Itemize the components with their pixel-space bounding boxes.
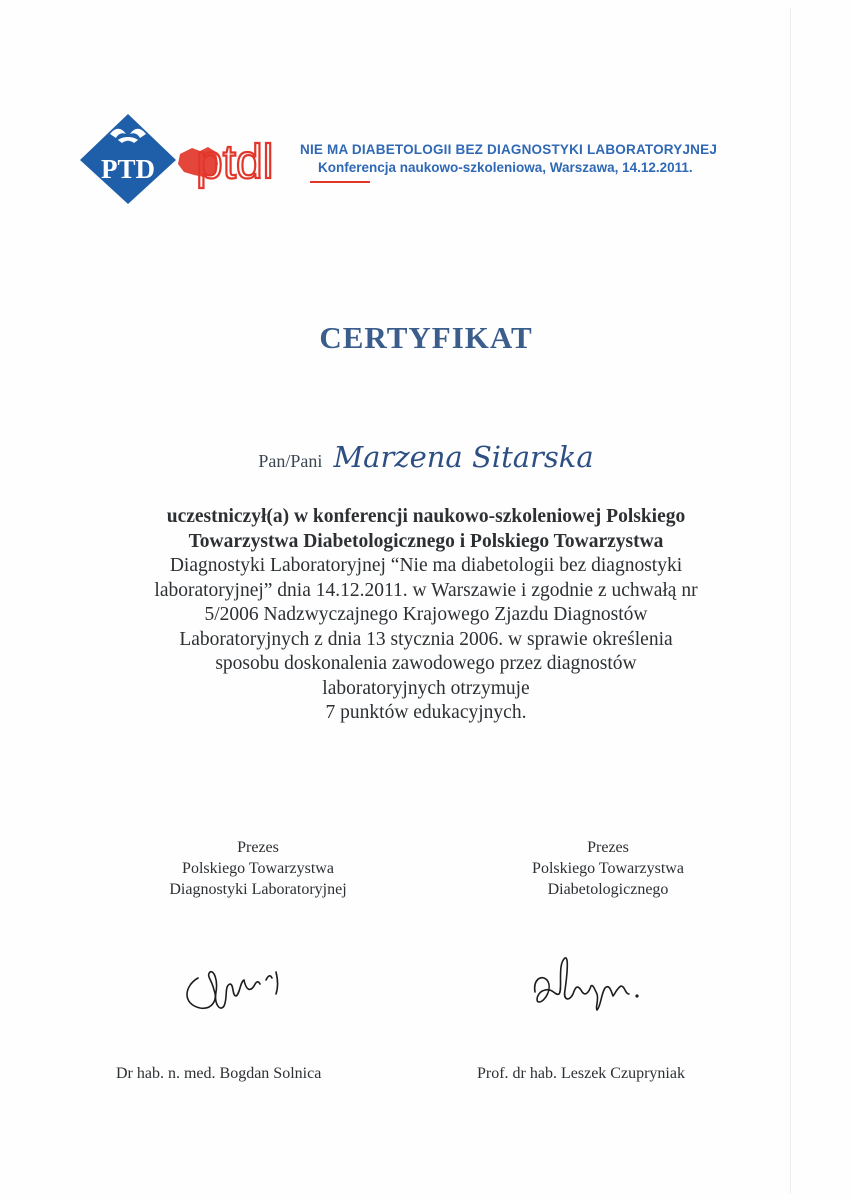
signer-name-right: Prof. dr hab. Leszek Czupryniak: [477, 1065, 685, 1082]
conference-subtitle: Konferencja naukowo-szkoleniowa, Warszawa, 14.12.2011.: [318, 160, 693, 175]
body-line: Towarzystwa Diabetologicznego i Polskiego Towarzystwa: [188, 530, 664, 552]
salutation: Pan/Pani: [258, 451, 323, 471]
certificate-body: [110, 505, 742, 726]
header-titles: [300, 142, 800, 175]
body-line: Diagnostyki Laboratoryjnej “Nie ma diabetologii bez diagnostyki: [169, 555, 683, 576]
body-line: 7 punktów edukacyjnych.: [325, 702, 527, 723]
ptd-logo: [78, 112, 178, 207]
signer-name-left: Dr hab. n. med. Bogdan Solnica: [116, 1065, 322, 1082]
header: [78, 112, 798, 207]
body-line: sposobu doskonalenia zawodowego przez diagnostów: [215, 653, 637, 674]
signer-role-line: Polskiego Towarzystwa: [182, 860, 334, 877]
signature-block-left: [98, 837, 418, 900]
signer-role-line: Diagnostyki Laboratoryjnej: [169, 881, 347, 898]
signer-role-line: Diabetologicznego: [547, 881, 669, 898]
handwritten-signature-left: [170, 950, 305, 1025]
body-line: 5/2006 Nadzwyczajnego Krajowego Zjazdu Diagnostów: [204, 604, 648, 625]
svg-text:ptdl: ptdl: [196, 136, 274, 189]
recipient-line: [0, 440, 852, 474]
signer-role-line: Polskiego Towarzystwa: [532, 860, 684, 877]
signature-block-right: [448, 837, 768, 900]
body-line: laboratoryjnych otrzymuje: [322, 677, 530, 699]
ptd-logo-graphic: [78, 112, 178, 207]
signature-scribble-left: [170, 950, 305, 1025]
body-line: laboratoryjnej” dnia 14.12.2011. w Warszawie i zgodnie z uchwałą nr: [154, 579, 698, 601]
signer-role-line: Prezes: [237, 839, 279, 856]
recipient-name: Marzena Sitarska: [333, 440, 594, 474]
conference-title: NIE MA DIABETOLOGII BEZ DIAGNOSTYKI LABORATORYJNEJ: [300, 142, 718, 157]
signer-role-line: Prezes: [587, 839, 629, 856]
svg-text:PTD: PTD: [101, 154, 155, 184]
signature-scribble-right: [525, 950, 660, 1025]
handwritten-signature-right: [525, 950, 660, 1025]
body-line: uczestniczył(a) w konferencji naukowo-szkoleniowej Polskiego: [166, 506, 686, 527]
certificate-title: CERTYFIKAT: [319, 320, 533, 355]
body-line: Laboratoryjnych z dnia 13 stycznia 2006. w sprawie określenia: [179, 628, 673, 650]
